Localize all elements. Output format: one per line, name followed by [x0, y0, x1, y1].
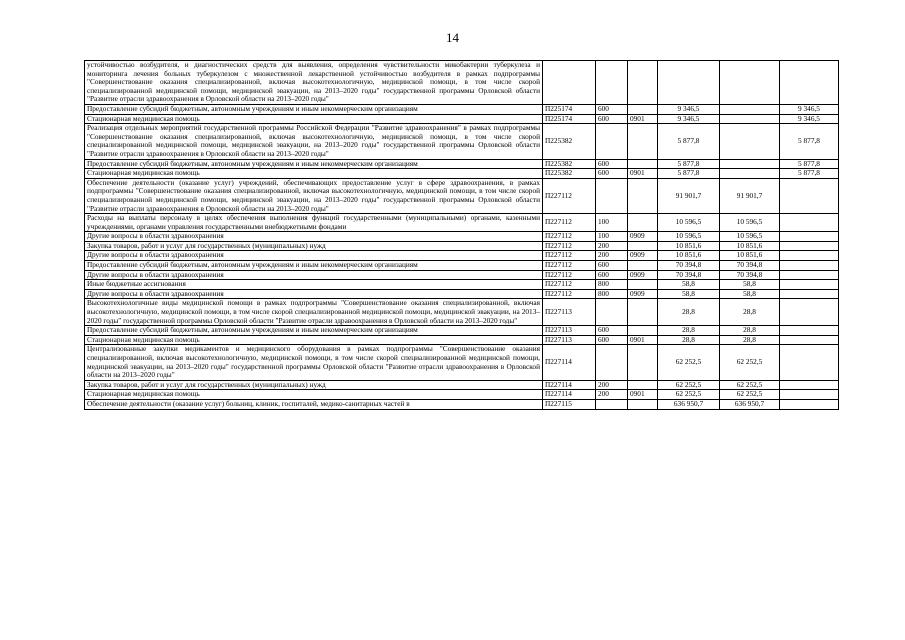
row-section-cell: 0901 [628, 335, 658, 345]
table-row [85, 114, 839, 124]
row-expense-type-cell: 600 [596, 326, 628, 336]
table-row [85, 299, 839, 326]
row-federal-cell [780, 380, 839, 390]
row-name-cell: Стационарная медицинская помощь [85, 114, 543, 124]
row-total-cell: 28,8 [658, 299, 720, 326]
row-expense-type-cell: 600 [596, 114, 628, 124]
row-section-cell: 0909 [628, 270, 658, 280]
row-name-cell: Предоставление субсидий бюджетным, автономным учреждениям и иным некоммерческим организациям [85, 326, 543, 336]
row-total-cell: 62 252,5 [658, 380, 720, 390]
row-section-cell [628, 399, 658, 409]
page-number: 14 [446, 30, 459, 45]
table-row [85, 169, 839, 179]
row-name-cell: Расходы на выплаты персоналу в целях обеспечения выполнения функций государственными (муниципальными) органами, казенными учреждениями, органами управления государственными внебюджетными фондами [85, 214, 543, 232]
row-regional-cell [720, 61, 780, 105]
row-total-cell: 62 252,5 [658, 390, 720, 400]
row-total-cell: 10 596,5 [658, 232, 720, 242]
row-name-cell: Предоставление субсидий бюджетным, автономным учреждениям и иным некоммерческим организациям [85, 159, 543, 169]
row-regional-cell [720, 159, 780, 169]
row-regional-cell [720, 169, 780, 179]
table-row [85, 61, 839, 105]
row-expense-type-cell [596, 299, 628, 326]
table-row [85, 241, 839, 251]
table-row [85, 399, 839, 409]
row-expense-type-cell [596, 124, 628, 159]
table-row [85, 335, 839, 345]
row-name-cell: Иные бюджетные ассигнования [85, 280, 543, 290]
row-name-cell: Закупка товаров, работ и услуг для государственных (муниципальных) нужд [85, 380, 543, 390]
table-row [85, 345, 839, 380]
row-regional-cell [720, 124, 780, 159]
row-total-cell: 62 252,5 [658, 345, 720, 380]
row-regional-cell: 62 252,5 [720, 345, 780, 380]
row-expense-type-cell [596, 345, 628, 380]
row-regional-cell: 70 394,8 [720, 261, 780, 271]
table-row [85, 232, 839, 242]
row-section-cell: 0909 [628, 251, 658, 261]
row-regional-cell: 636 950,7 [720, 399, 780, 409]
row-section-cell: 0901 [628, 114, 658, 124]
row-total-cell: 91 901,7 [658, 178, 720, 213]
row-section-cell: 0901 [628, 390, 658, 400]
table-row [85, 261, 839, 271]
table-row [85, 380, 839, 390]
row-code-cell: П227112 [543, 270, 596, 280]
row-regional-cell: 10 851,6 [720, 241, 780, 251]
row-name-cell: Высокотехнологичные виды медицинской помощи в рамках подпрограммы "Совершенствование оказания специализированной, включая высокотехнологичную, медицинской помощи, в том числе скорой специализированной медицинской помощи, медицинской эвакуации, на 2013–2020 годы" государственной программы Орловской области "Развитие отрасли здравоохранения в Орловской области на 2013–2020 годы" [85, 299, 543, 326]
table-row [85, 251, 839, 261]
row-federal-cell [780, 390, 839, 400]
row-code-cell: П227113 [543, 326, 596, 336]
row-total-cell: 70 394,8 [658, 270, 720, 280]
row-total-cell: 5 877,8 [658, 169, 720, 179]
row-regional-cell [720, 104, 780, 114]
row-federal-cell [780, 232, 839, 242]
row-regional-cell: 10 851,6 [720, 251, 780, 261]
row-federal-cell [780, 345, 839, 380]
row-section-cell [628, 280, 658, 290]
table-row [85, 104, 839, 114]
row-expense-type-cell: 800 [596, 289, 628, 299]
row-expense-type-cell: 800 [596, 280, 628, 290]
row-expense-type-cell: 600 [596, 270, 628, 280]
row-total-cell: 5 877,8 [658, 124, 720, 159]
row-expense-type-cell: 100 [596, 232, 628, 242]
row-expense-type-cell: 200 [596, 380, 628, 390]
row-federal-cell: 9 346,5 [780, 114, 839, 124]
row-code-cell: П227113 [543, 299, 596, 326]
row-expense-type-cell: 600 [596, 159, 628, 169]
row-federal-cell [780, 280, 839, 290]
row-expense-type-cell: 200 [596, 251, 628, 261]
row-regional-cell: 28,8 [720, 335, 780, 345]
row-total-cell: 9 346,5 [658, 104, 720, 114]
row-code-cell: П227112 [543, 261, 596, 271]
row-name-cell: Предоставление субсидий бюджетным, автономным учреждениям и иным некоммерческим организациям [85, 261, 543, 271]
row-federal-cell: 9 346,5 [780, 104, 839, 114]
row-code-cell: П227112 [543, 280, 596, 290]
row-name-cell: Централизованные закупки медикаментов и медицинского оборудования в рамках подпрограммы "Совершенствование оказания специализированной, включая высокотехнологичную, медицинской помощи, в том числе скорой специализированной медицинской помощи, медицинской эвакуации, на 2013–2020 годы" государственной программы Орловской области "Развитие отрасли здравоохранения в Орловской области на 2013–2020 годы" [85, 345, 543, 380]
row-federal-cell [780, 241, 839, 251]
row-federal-cell: 5 877,8 [780, 159, 839, 169]
row-regional-cell: 70 394,8 [720, 270, 780, 280]
row-code-cell: П227112 [543, 214, 596, 232]
row-name-cell: Обеспечение деятельности (оказание услуг) больниц, клиник, госпиталей, медико-санитарных частей в [85, 399, 543, 409]
row-section-cell [628, 326, 658, 336]
table-row [85, 214, 839, 232]
row-code-cell: П227112 [543, 232, 596, 242]
row-total-cell: 10 596,5 [658, 214, 720, 232]
row-code-cell: П227112 [543, 251, 596, 261]
row-total-cell: 10 851,6 [658, 241, 720, 251]
row-name-cell: Другие вопросы в области здравоохранения [85, 232, 543, 242]
row-regional-cell: 28,8 [720, 326, 780, 336]
row-regional-cell: 58,8 [720, 289, 780, 299]
row-total-cell: 9 346,5 [658, 114, 720, 124]
row-section-cell [628, 61, 658, 105]
table-row [85, 326, 839, 336]
row-total-cell: 28,8 [658, 326, 720, 336]
row-federal-cell [780, 61, 839, 105]
row-federal-cell [780, 299, 839, 326]
row-federal-cell: 5 877,8 [780, 124, 839, 159]
row-code-cell: П227112 [543, 289, 596, 299]
row-total-cell: 58,8 [658, 280, 720, 290]
row-federal-cell [780, 214, 839, 232]
table-row [85, 270, 839, 280]
row-total-cell: 58,8 [658, 289, 720, 299]
row-name-cell: Обеспечение деятельности (оказание услуг) учреждений, обеспечивающих предоставление услуг в сфере здравоохранения, в рамках подпрограммы "Совершенствование оказания специализированной, включая высокотехнологичную, медицинской помощи, в том числе скорой специализированной медицинской помощи, медицинской эвакуации, на 2013–2020 годы" государственной программы Орловской области "Развитие отрасли здравоохранения в Орловской области на 2013–2020 годы" [85, 178, 543, 213]
row-federal-cell [780, 251, 839, 261]
row-section-cell: 0901 [628, 169, 658, 179]
table-row [85, 159, 839, 169]
row-section-cell [628, 159, 658, 169]
row-expense-type-cell: 600 [596, 104, 628, 114]
row-regional-cell: 62 252,5 [720, 390, 780, 400]
row-section-cell [628, 345, 658, 380]
row-regional-cell: 62 252,5 [720, 380, 780, 390]
row-expense-type-cell: 600 [596, 169, 628, 179]
row-expense-type-cell: 600 [596, 335, 628, 345]
row-section-cell [628, 261, 658, 271]
row-section-cell: 0909 [628, 289, 658, 299]
table-row [85, 390, 839, 400]
row-section-cell [628, 178, 658, 213]
row-name-cell: Предоставление субсидий бюджетным, автономным учреждениям и иным некоммерческим организациям [85, 104, 543, 114]
row-expense-type-cell [596, 399, 628, 409]
row-regional-cell: 28,8 [720, 299, 780, 326]
row-federal-cell [780, 335, 839, 345]
row-name-cell: устойчивостью возбудителя, и диагностических средств для выявления, определения чувствительности микобактерии туберкулеза и мониторинга лечения больных туберкулезом с множественной лекарственной устойчивостью возбудителя в рамках подпрограммы "Совершенствование оказания специализированной, включая высокотехнологичную, медицинской помощи, в том числе скорой специализированной медицинской помощи, медицинской эвакуации, на 2013–2020 годы" государственной программы Орловской области "Развитие отрасли здравоохранения в Орловской области на 2013–2020 годы" [85, 61, 543, 105]
row-section-cell [628, 299, 658, 326]
row-code-cell: П227112 [543, 178, 596, 213]
row-federal-cell [780, 289, 839, 299]
row-federal-cell: 5 877,8 [780, 169, 839, 179]
row-section-cell [628, 124, 658, 159]
row-name-cell: Стационарная медицинская помощь [85, 390, 543, 400]
row-expense-type-cell [596, 178, 628, 213]
row-section-cell: 0909 [628, 232, 658, 242]
budget-table [84, 60, 839, 410]
row-regional-cell: 58,8 [720, 280, 780, 290]
row-code-cell: П225174 [543, 114, 596, 124]
row-section-cell [628, 241, 658, 251]
row-section-cell [628, 104, 658, 114]
row-code-cell: П227114 [543, 345, 596, 380]
row-federal-cell [780, 270, 839, 280]
row-expense-type-cell [596, 61, 628, 105]
row-federal-cell [780, 399, 839, 409]
row-regional-cell: 10 596,5 [720, 214, 780, 232]
row-total-cell: 70 394,8 [658, 261, 720, 271]
row-name-cell: Другие вопросы в области здравоохранения [85, 251, 543, 261]
row-name-cell: Реализация отдельных мероприятий государственной программы Российской Федерации "Развитие здравоохранения" в рамках подпрограммы "Совершенствование оказания специализированной, включая высокотехнологичную, медицинской помощи, в том числе скорой специализированной медицинской помощи, медицинской эвакуации, на 2013–2020 годы" государственной программы Орловской области "Развитие отрасли здравоохранения в Орловской области на 2013–2020 годы" [85, 124, 543, 159]
row-name-cell: Закупка товаров, работ и услуг для государственных (муниципальных) нужд [85, 241, 543, 251]
row-expense-type-cell: 100 [596, 214, 628, 232]
row-name-cell: Другие вопросы в области здравоохранения [85, 289, 543, 299]
row-section-cell [628, 214, 658, 232]
row-regional-cell: 10 596,5 [720, 232, 780, 242]
row-code-cell [543, 61, 596, 105]
row-code-cell: П227114 [543, 380, 596, 390]
row-name-cell: Стационарная медицинская помощь [85, 169, 543, 179]
row-federal-cell [780, 178, 839, 213]
row-expense-type-cell: 200 [596, 390, 628, 400]
row-regional-cell [720, 114, 780, 124]
row-code-cell: П227112 [543, 241, 596, 251]
row-code-cell: П225382 [543, 159, 596, 169]
table-row [85, 178, 839, 213]
row-code-cell: П225382 [543, 169, 596, 179]
row-code-cell: П225174 [543, 104, 596, 114]
row-code-cell: П225382 [543, 124, 596, 159]
row-total-cell: 636 950,7 [658, 399, 720, 409]
row-total-cell: 10 851,6 [658, 251, 720, 261]
row-section-cell [628, 380, 658, 390]
row-name-cell: Стационарная медицинская помощь [85, 335, 543, 345]
row-federal-cell [780, 326, 839, 336]
row-code-cell: П227113 [543, 335, 596, 345]
row-code-cell: П227114 [543, 390, 596, 400]
table-row [85, 124, 839, 159]
row-name-cell: Другие вопросы в области здравоохранения [85, 270, 543, 280]
row-expense-type-cell: 600 [596, 261, 628, 271]
row-total-cell [658, 61, 720, 105]
row-code-cell: П227115 [543, 399, 596, 409]
row-total-cell: 28,8 [658, 335, 720, 345]
table-row [85, 289, 839, 299]
row-federal-cell [780, 261, 839, 271]
row-expense-type-cell: 200 [596, 241, 628, 251]
row-total-cell: 5 877,8 [658, 159, 720, 169]
table-row [85, 280, 839, 290]
row-regional-cell: 91 901,7 [720, 178, 780, 213]
